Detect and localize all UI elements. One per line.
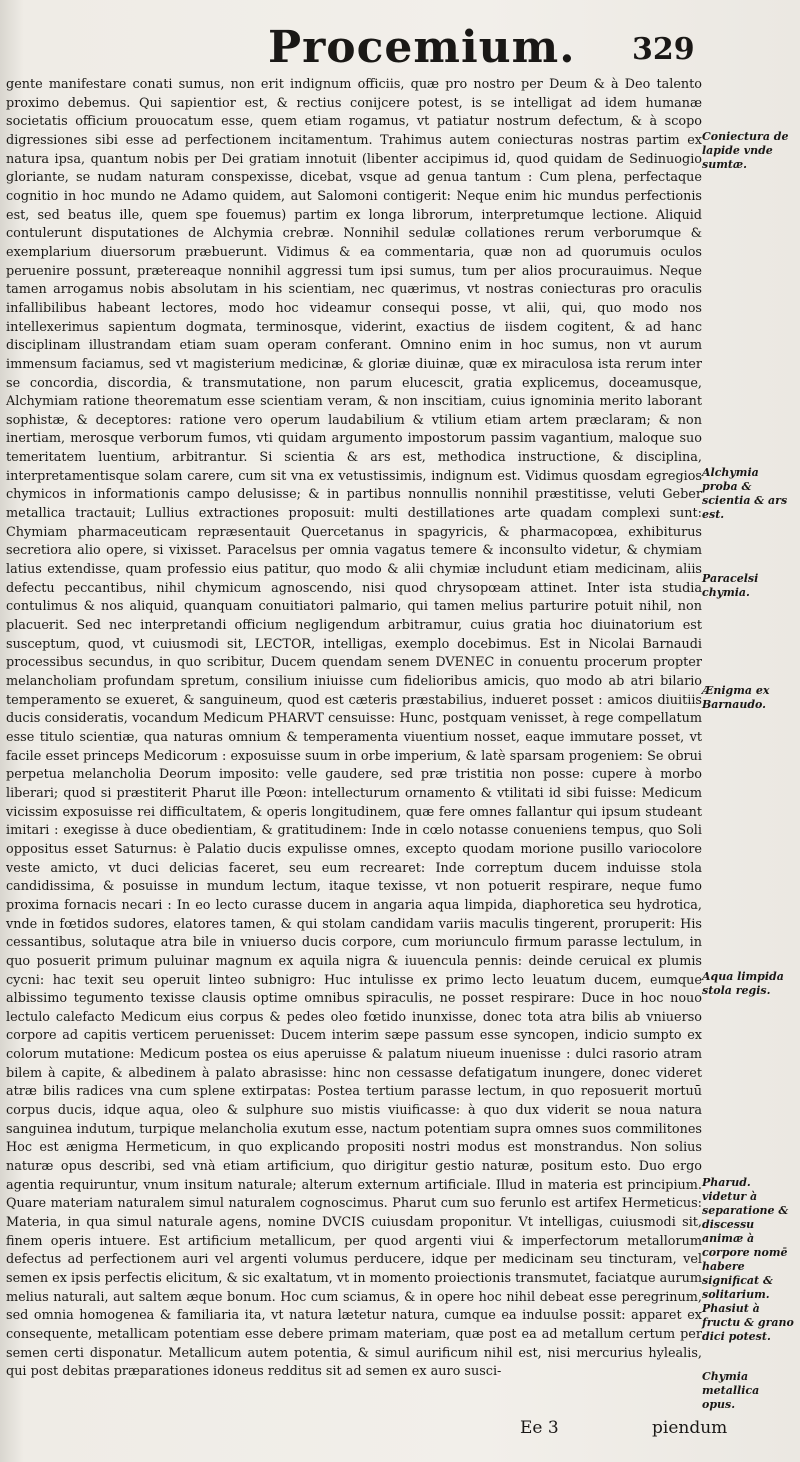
running-head [0,18,800,78]
page-title: Procemium. [268,22,576,73]
body-text [6,76,702,1382]
catchword: piendum [652,1418,728,1438]
page-footer [0,1418,800,1448]
margin-note: Aqua limpida stola regis. [702,970,784,997]
margin-note: Pharud. videtur à separatione & discessu animæ à corpore nomē habere significat & solitarium. Phasiut à fructu & grano dici potest. [702,1176,794,1343]
margin-note: Ænigma ex Barnaudo. [702,684,770,711]
margin-note: Paracelsi chymia. [702,572,759,599]
body-paragraph: gente manifestare conati sumus, non erit indignum officiis, quæ pro nostro per Deum & à Deo talento proximo debemus. Qui sapientior est, & rectius conijcere potest, is se intelligat ad idem humanæ societatis officium prouocatum esse, quem etiam rogamus, vt patiatur nostrum defectum, & à scopo digressiones sibi esse ad perfectionem incitamentum. Trahimus autem coniecturas nostras partim ex natura ipsa, quantum nobis per Dei gratiam innotuit (libenter accipimus id, quod quidam de Sedinuogio gloriante, se nudam naturam conspexisse, dicebat, vsque ad genua tantum : Cum plena, perfectaque cognitio in hoc mundo ne Adamo quidem, aut Salomoni contigerit: Neque enim hic mundus perfectionis est, sed beatus ille, quem spe fouemus) partim ex longa librorum, interpretumque lectione. Aliquid contulerunt disputationes de Alchymia crebræ. Nonnihil sedulæ collationes rerum verborumque & exemplarium diuersorum præbuerunt. Vidimus & ea commentaria, quæ non ad quorumuis oculos peruenire possunt, prætereaque nonnihil aggressi tum ipsi sumus, tum per alios procurauimus. Neque tamen arrogamus nobis absolutam in his scientiam, nec quærimus, vt nostras coniecturas pro oraculis infallibilibus habeant lectores, modo hoc videamur consequi posse, vt alii, qui, quo modo nos intellexerimus sapientum dogmata, terminosque, viderint, exactius de iisdem cogitent, & ad hanc disciplinam illustrandam etiam suam operam conferant. Omnino enim in hoc sumus, non vt aurum immensum faciamus, sed vt magisterium medicinæ, & gloriæ diuinæ, quæ ex miraculosa ista rerum inter se concordia, discordia, & transmutatione, non parum elucescit, gratia explicemus, doceamusque, Alchymiam ratione theorematum esse scientiam veram, & non inscitiam, cuius ignominia merito laborant sophistæ, & deceptores: ratione vero operum laudabilium & vtilium etiam artem præclaram; & non inertiam, merosque verborum fumos, vti quidam argumento impostorum passim vagantium, maloque suo temeritatem luentium, arbitrantur. Si scientia & ars est, methodica instructione, & disciplina, interpretamentisque solam carere, cum sit vna ex vetustissimis, indignum est. Vidimus quosdam egregios chymicos in informationis campo delusisse; & in partibus nonnullis nonnihil præstitisse, veluti Geber metallica tractauit; Lullius extractiones proposuit: multi destillationes arte quadam complexi sunt: Chymiam pharmaceuticam repræsentauit Quercetanus in spagyricis, & pharmacopœa, exhibiturus secretiora alio opere, si vixisset. Paracelsus per omnia vagatus temere & inconsulto videtur, & chymiam latius extendisse, quam professio eius patitur, quo modo & alii chymiæ includunt etiam medicinam, aliis defectu peccantibus, nihil chymicum agnoscendo, nisi quod chrysopœam attinet. Inter ista studia contulimus & nos aliquid, quanquam conuitiatori palmario, qui tamen melius parturire potuit nihil, non placuerit. Sed nec interpretandi officium negligendum arbitramur, cuius gratia hoc diuinatorium est susceptum, quod, vt cuiusmodi sit, LECTOR, intelligas, exemplo docebimus. Est in Nicolai Barnaudi processibus secundus, in quo scribitur, Ducem quendam senem DVENEC in conuentu procerum propter melancholiam profundam spretum, consilium iniuisse cum fidelioribus amicis, quo modo ab atri bilario temperamento se exueret, & sanguineum, quod est cæteris præstabilius, indueret posset : amicos diuitiis ducis consideratis, vocandum Medicum PHARVT censuisse: Hunc, postquam venisset, à rege compellatum esse titulo scientiæ, qua naturas omnium & temperamenta viuentium nosset, eaque immutare posset, vt facile esset princeps Medicorum : exposuisse suum in orbe imperium, & latè sparsam progeniem: Se obrui perpetua melancholia Deorum imposito: velle gaudere, sed præ tristitia non posse: cupere à morbo liberari; quod si præstiterit Pharut ille Pœon: intellecturum ornamento & vtilitati id sibi fuisse: Medicum vicissim exposuisse rei difficultatem, & operis longitudinem, quæ fere omnes fallantur qui ipsum studeant imitari : exegisse à duce obedientiam, & gratitudinem: Inde in cœlo notasse conueniens tempus, quo Soli oppositus esset Saturnus: è Palatio ducis expulisse omnes, excepto quodam morione pusillo variocolore veste amicto, vt duci delicias faceret, seu eum recrearet: Inde correptum ducem induisse stola candidissima, & posuisse in mundum lectum, itaque texisse, vt non potuerit respirare, neque fumo proxima fornacis necari : In eo lecto curasse ducem in angaria aqua limpida, diaphoretica seu hydrotica, vnde in fœtidos sudores, elatores tamen, & qui stolam candidam variis maculis tingerent, proruperit: His cessantibus, solutaque atra bile in vniuerso ducis corpore, cum moriunculo firmum parasse lectulum, in quo posuerit primum puluinar magnum ex aquila nigra & iuuencula pennis: deinde ceruical ex plumis cycni: hac texit seu operuit linteo subnigro: Huc intulisse ex primo lecto leuatum ducem, eumque albissimo tegumento texisse clausis optime omnibus spiraculis, ne posset respirare: Duce in hoc nouo lectulo calefacto Medicum eius corpus & pedes oleo fœtido inunxisse, donec tota atra bilis ab vniuerso corpore ad capitis verticem peruenisset: Ducem interim sæpe passum esse syncopen, indicio sumpto ex colorum mutatione: Medicum postea os eius aperuisse & palatum niueum inuenisse : dulci rasorio atram bilem à capite, & albedinem à palato abrasisse: hinc non cessasse defatigatum inungere, donec videret atræ bilis radices vna cum splene extirpatas: Postea tertium parasse lectum, in quo reposuerit mortuū corpus ducis, idque aqua, oleo & sulphure suo mistis viuificasse: à quo dux viderit se noua natura sanguinea indutum, turpique melancholia exutum esse, nactum potentiam supra omnes suos commilitones Hoc est ænigma Hermeticum, in quo explicando propositi nostri modus est monstrandus. Non solius naturæ opus describi, sed vnà etiam artificium, quo dirigitur gestio naturæ, positum esto. Duo ergo agentia requiruntur, vnum insitum naturale; alterum externum artificiale. Illud in materia est principium. Quare materiam naturalem simul naturalem cognoscimus. Pharut cum suo ferunlo est artifex Hermeticus: Materia, in qua simul naturale agens, nomine DVCIS cuiusdam proponitur. Vt intelligas, cuiusmodi sit, finem operis intuere. Est artificium metallicum, per quod argenti viui & imperfectorum metallorum defectus ad perfectionem auri vel argenti volumus perducere, idque per medicinam seu tincturam, vel semen ex ipsis perfectis elicitum, & sic exaltatum, vt in momento proiectionis transmutet, faciatque aurum melius naturali, aut saltem æque bonum. Hoc cum sciamus, & in opere hoc nihil debeat esse peregrinum, sed omnia homogenea & familiaria ita, vt natura lætetur natura, cumque ea induulse possit: apparet ex consequente, metallicam potentiam esse debere primam materiam, quæ post ea ad metallum certum per semen certi disponatur. Metallicum autem potentia, & simul aurificum nihil est, nisi mercurius hylealis, qui post debitas præparationes idoneus redditus sit ad semen ex auro susci- [6,77,702,1380]
margin-note: Alchymia proba & scientia & ars est. [702,466,788,521]
page-number: 329 [632,32,695,67]
margin-note: Chymia metallica opus. [702,1370,760,1411]
margin-note: Coniectura de lapide vnde sumtæ. [702,130,789,171]
signature-mark: Ee 3 [520,1418,559,1438]
